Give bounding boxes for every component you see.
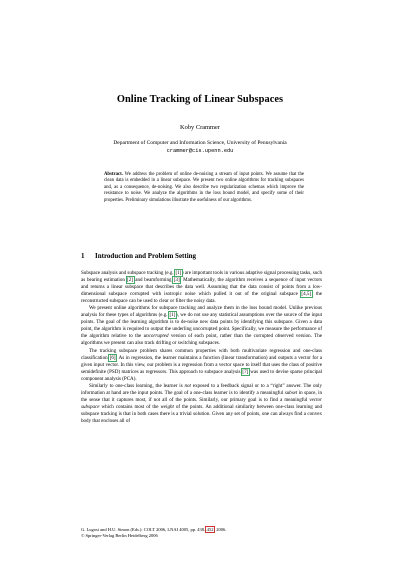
copyright-line: © Springer-Verlag Berlin Heidelberg 2006 [81, 533, 158, 538]
text-run: G. Lugosi and H.U. Simon (Eds.): COLT 2006, LNAI 4005, pp. 438– [81, 527, 207, 532]
text-run: version of each point, rather than the corrupted observed version. The algorithms we present can also track drifting or switching subspaces. [81, 333, 322, 347]
citation-link[interactable]: [3] [173, 277, 180, 284]
emphasis-text: vector subspace [81, 396, 322, 410]
emphasis-text: subset [284, 389, 298, 396]
text-run: ) are important tools in various adaptive signal processing tasks, such as bearing estimation [81, 270, 322, 284]
text-run: We present online algorithms for subspace tracking and analyze them in the loss bound model. Unlike previous analysis for these types of algorithms (e.g. [81, 305, 322, 319]
citation-link[interactable]: [6] [109, 354, 116, 361]
text-run: Subspace analysis and subspace tracking (e.g. [81, 270, 175, 276]
author-affiliation-block [0, 140, 400, 155]
citation-link[interactable]: [2] [127, 277, 134, 284]
paper-title: Online Tracking of Linear Subspaces [116, 94, 284, 105]
text-run: and beamforming [133, 277, 174, 284]
emphasis-text: not [184, 382, 191, 389]
abstract-text: We address the problem of online de-noising a stream of input points. We assume that the clean data is embedded in a linear subspace. We present two online algorithms for tracking subspaces and, as a consequence, de-noising. We also describe two regularization schemas which improve the resistance to noise. We analyze the algorithms in the loss bound model, and specify some of their properties. Preliminary simulations illustrate the usefulness of our algorithms. [104, 172, 305, 203]
text-run: Similarly to one-class learning, the learner is [89, 382, 185, 389]
text-run: was used to devise sparse principal component analysis (PCA). [81, 368, 323, 382]
citation-link[interactable]: [1] [175, 270, 182, 276]
text-run: ), we do not use any statistical assumptions over the source of the input points. The goal of the learning algorithm is to de-noise new data points by identifying this subspace. Given a data point, the algorithm is required to output the underling uncorrupted point. Specifically, we measure the performance of the algorithm relative to the [81, 312, 322, 340]
text-run: The tracking subspace problem shares common properties with both multivariate regression and one-class classification [81, 347, 322, 361]
text-run: . Mathematically, the algorithm receives a sequence of input vectors and returns a linear subspace that describes the data well. Assuming that the data consist of points from a low-dimensional subspace corrupted with isotropic noise which pulled it out of the original subspace [81, 277, 322, 298]
text-run: in space, in the sense that it captures most, if not all of the points. Similarly, our primary goal is to find a meaningful [81, 389, 323, 403]
paragraph-2 [81, 305, 322, 347]
text-run: which contains most of the [99, 403, 161, 410]
text-run: of the points. An additional similarity between one-class learning and subspace tracking is that in both cases there is a trivial solution. Given any set of points, one can always find a convex body that encloses all of [81, 403, 322, 424]
emphasis-text: uncorrupted [143, 333, 169, 340]
text-run: , 2006. [214, 527, 227, 532]
page-range-link[interactable]: 452 [206, 527, 214, 532]
emphasis-text: weight [160, 403, 174, 410]
section-number: 1 [81, 252, 85, 260]
citation-link[interactable]: [1] [169, 312, 176, 319]
text-run: , the reconstructed subspace can be used to clear or filter the noisy data. [81, 291, 322, 305]
section-body [81, 270, 322, 425]
section-heading [81, 252, 331, 260]
paragraph-1 [81, 270, 322, 305]
paragraph-4 [81, 383, 322, 425]
affiliation: Department of Computer and Information Science, University of Pennsylvania [113, 140, 287, 146]
citation-link[interactable]: [7] [242, 368, 249, 375]
abstract [104, 172, 304, 204]
citation-link[interactable]: [4,5] [301, 291, 312, 298]
text-run: exposed to a feedback signal or to a “right” answer. The only information at hand are the input points. The goal of a one-class learner is to identify a meaningful [81, 382, 322, 396]
footer-copyright [81, 527, 322, 539]
author-email: crammer@cis.upenn.edu [166, 147, 234, 154]
abstract-label: Abstract. [104, 172, 123, 177]
paragraph-3 [81, 348, 322, 383]
text-run: . As in regression, the learner maintains a function (linear transformation) and outputs a vector for a given input vector. In this view, our problem is a regression from a vector space to itself that uses the class of positive semidefinite (PSD) matrices as regressors. This approach to subspace analysis [81, 354, 323, 375]
section-title: Introduction and Problem Setting [95, 252, 197, 260]
author-name: Koby Crammer [180, 124, 220, 131]
